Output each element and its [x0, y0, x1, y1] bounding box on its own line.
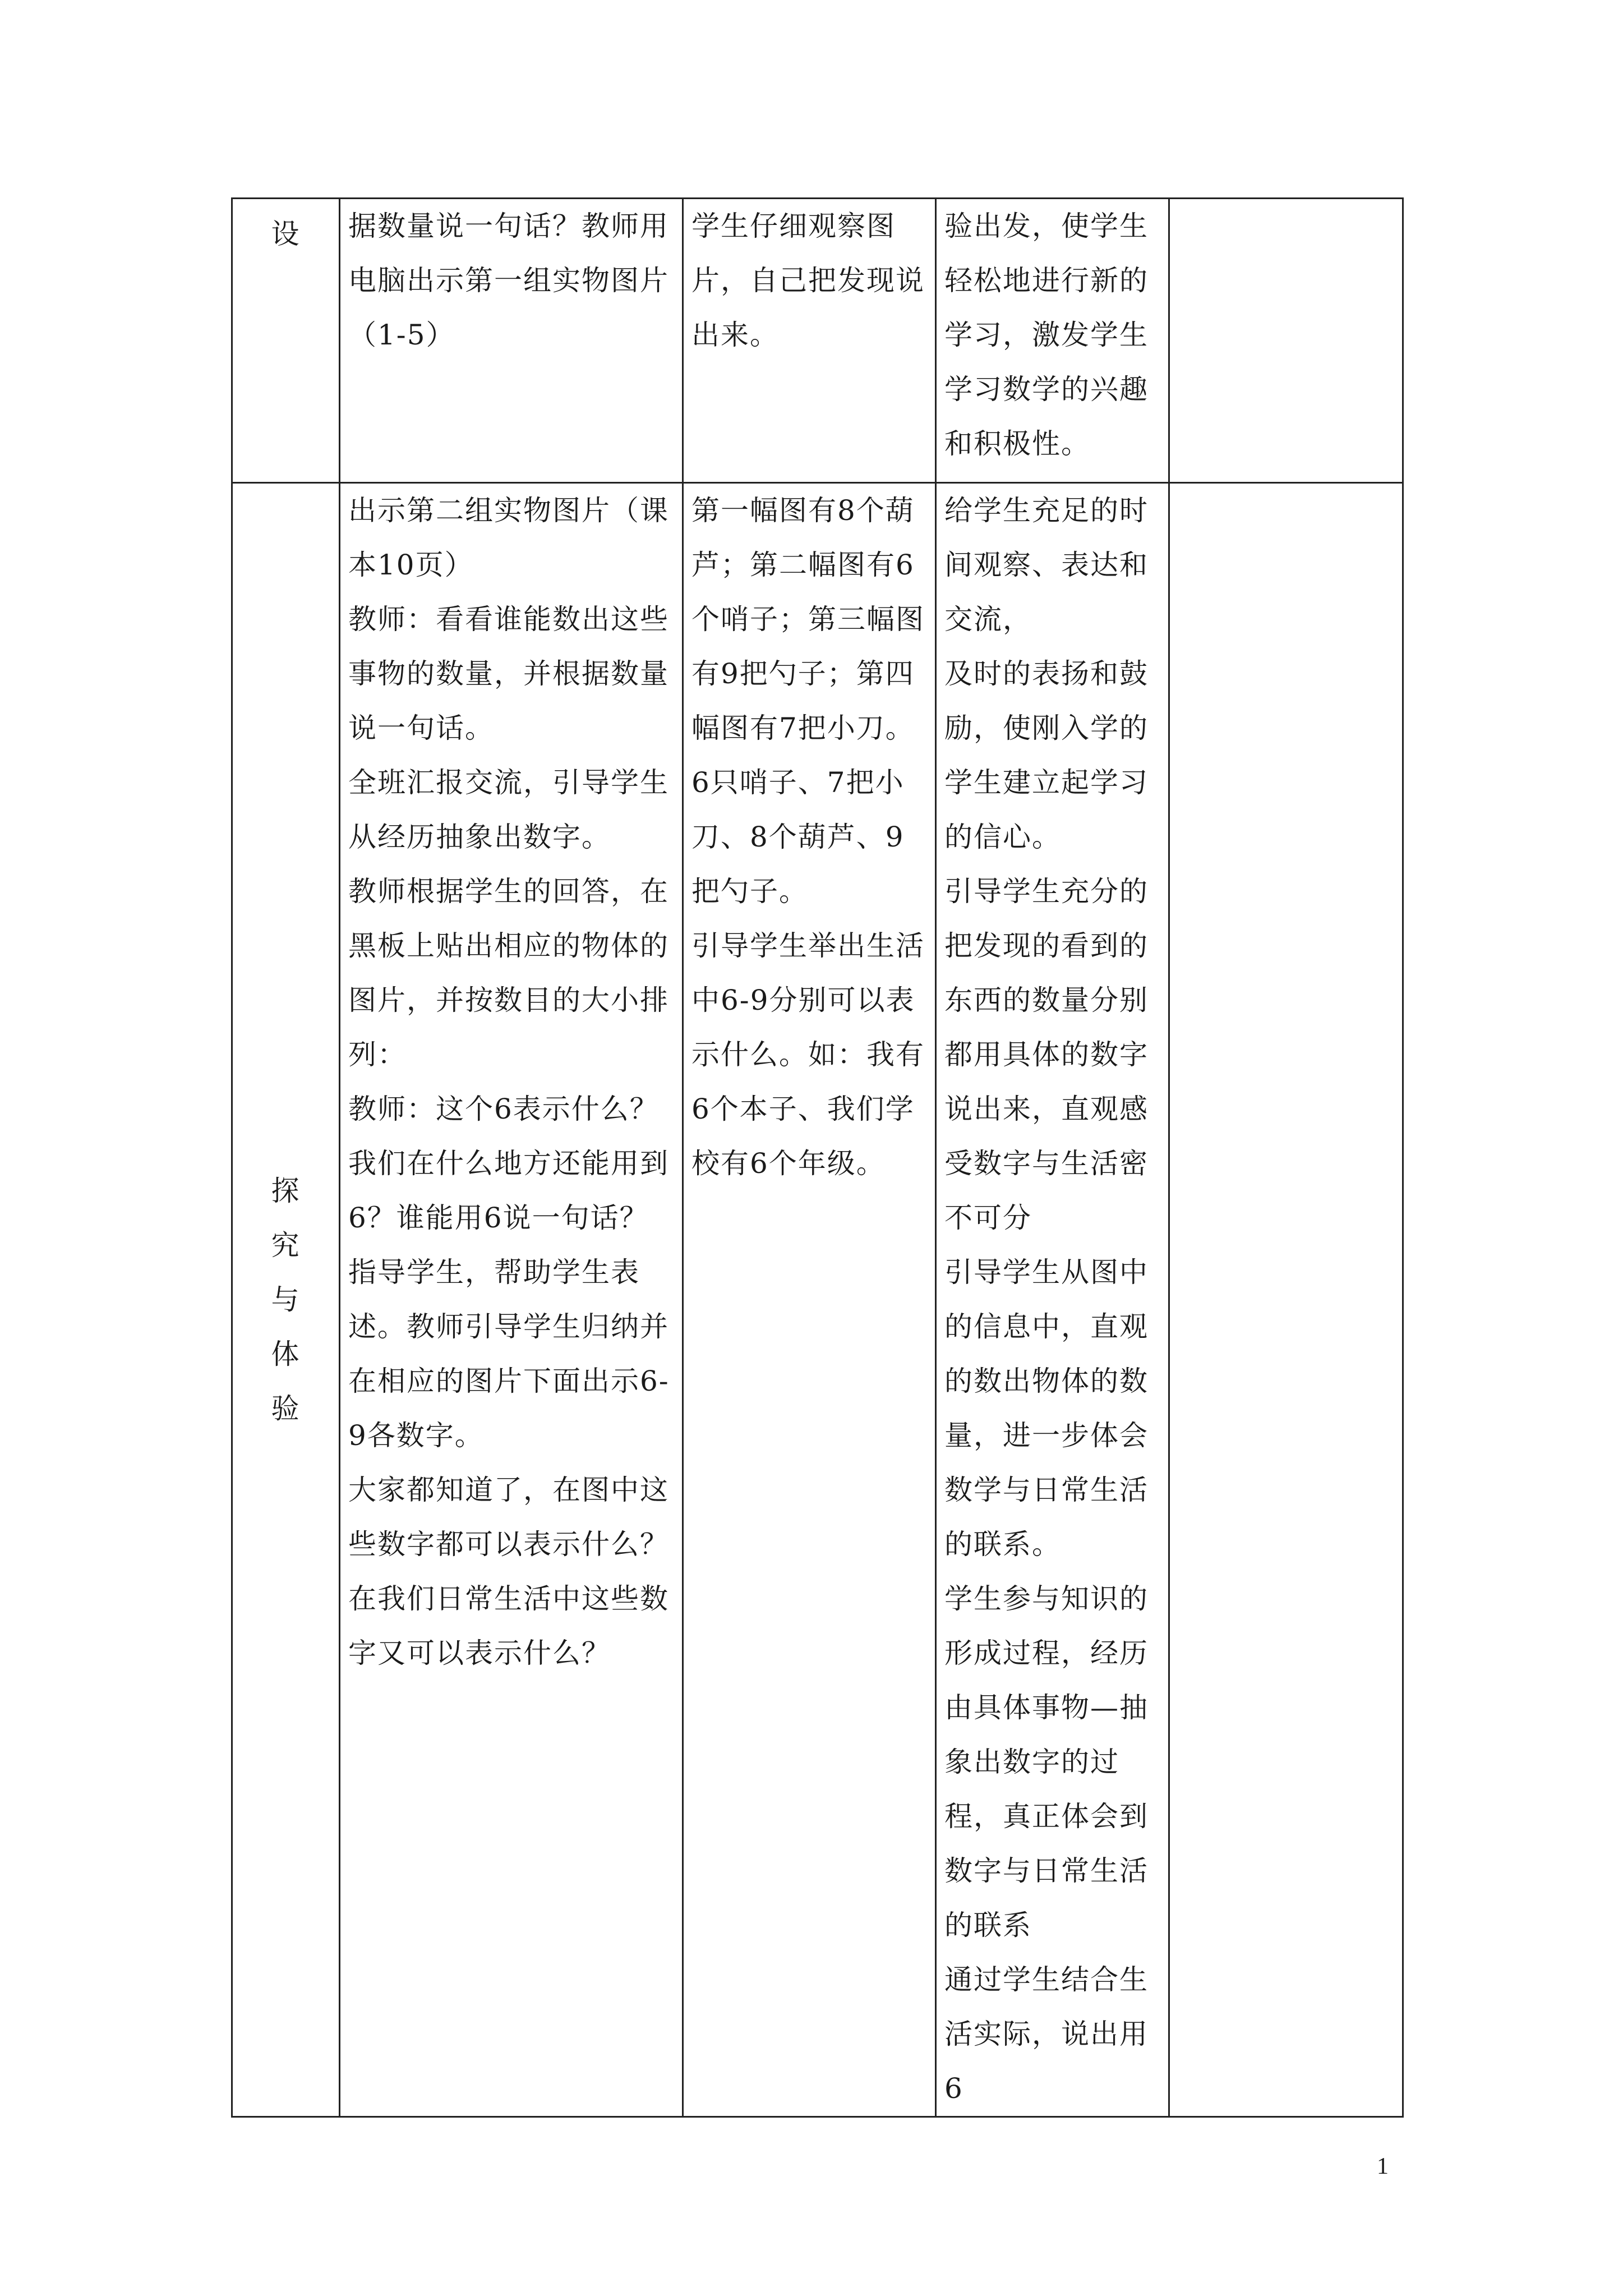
- note-cell: [1169, 483, 1403, 2117]
- student-paragraph: 6只哨子、7把小刀、8个葫芦、9把勺子。: [691, 766, 905, 908]
- student-paragraph: 第一幅图有8个葫芦；第二幅图有6个哨子；第三幅图有9把勺子；第四幅图有7把小刀。: [691, 494, 925, 744]
- teacher-paragraph: 教师：这个6表示什么？我们在什么地方还能用到6？谁能用6说一句话？指导学生，帮助学生表述。教师引导学生归纳并在相应的图片下面出示6-9各数字。: [348, 1093, 670, 1452]
- stage-cell: 设: [232, 199, 340, 483]
- teacher-paragraph: 教师：看看谁能数出这些事物的数量，并根据数量说一句话。: [348, 603, 669, 744]
- design-intent-cell: [936, 483, 1169, 2117]
- intent-paragraph: 给学生充足的时间观察、表达和交流，: [944, 494, 1149, 636]
- teacher-activity-cell: [340, 483, 683, 2117]
- stage-label: 探 究 与 体 验: [271, 1174, 301, 1425]
- teacher-paragraph: 大家都知道了，在图中这些数字都可以表示什么？在我们日常生活中这些数字又可以表示什么？: [348, 1474, 669, 1669]
- student-paragraph: 引导学生举出生活中6-9分别可以表示什么。如：我有6个本子、我们学校有6个年级。: [691, 930, 925, 1180]
- intent-paragraph: 学生参与知识的形成过程，经历由具体事物—抽象出数字的过程，真正体会到数字与日常生活的联系: [944, 1582, 1149, 1941]
- table-row: [232, 483, 1403, 2117]
- lesson-plan-table: [231, 197, 1404, 2118]
- table-row: [232, 199, 1403, 483]
- student-activity-cell: [683, 483, 936, 2117]
- student-activity-cell: 学生仔细观察图片，自己把发现说出来。: [683, 199, 936, 483]
- design-intent-cell: 验出发，使学生轻松地进行新的学习，激发学生学习数学的兴趣和积极性。: [936, 199, 1169, 483]
- teacher-activity-cell: 据数量说一句话？教师用电脑出示第一组实物图片（1-5）: [340, 199, 683, 483]
- note-cell: [1169, 199, 1403, 483]
- teacher-paragraph: 全班汇报交流，引导学生从经历抽象出数字。: [348, 766, 669, 853]
- page-number: 1: [1377, 2154, 1389, 2179]
- intent-paragraph: 引导学生充分的把发现的看到的东西的数量分别都用具体的数字说出来，直观感受数字与生活密不可分: [944, 875, 1149, 1234]
- intent-paragraph: 及时的表扬和鼓励，使刚入学的学生建立起学习的信心。: [944, 657, 1149, 853]
- teacher-paragraph: 出示第二组实物图片（课本10页）: [348, 494, 669, 581]
- stage-cell: [232, 483, 340, 2117]
- intent-paragraph: 通过学生结合生活实际，说出用6: [944, 1963, 1149, 2105]
- teacher-paragraph: 教师根据学生的回答，在黑板上贴出相应的物体的图片，并按数目的大小排列：: [348, 875, 669, 1071]
- intent-paragraph: 引导学生从图中的信息中，直观的数出物体的数量，进一步体会数学与日常生活的联系。: [944, 1256, 1149, 1561]
